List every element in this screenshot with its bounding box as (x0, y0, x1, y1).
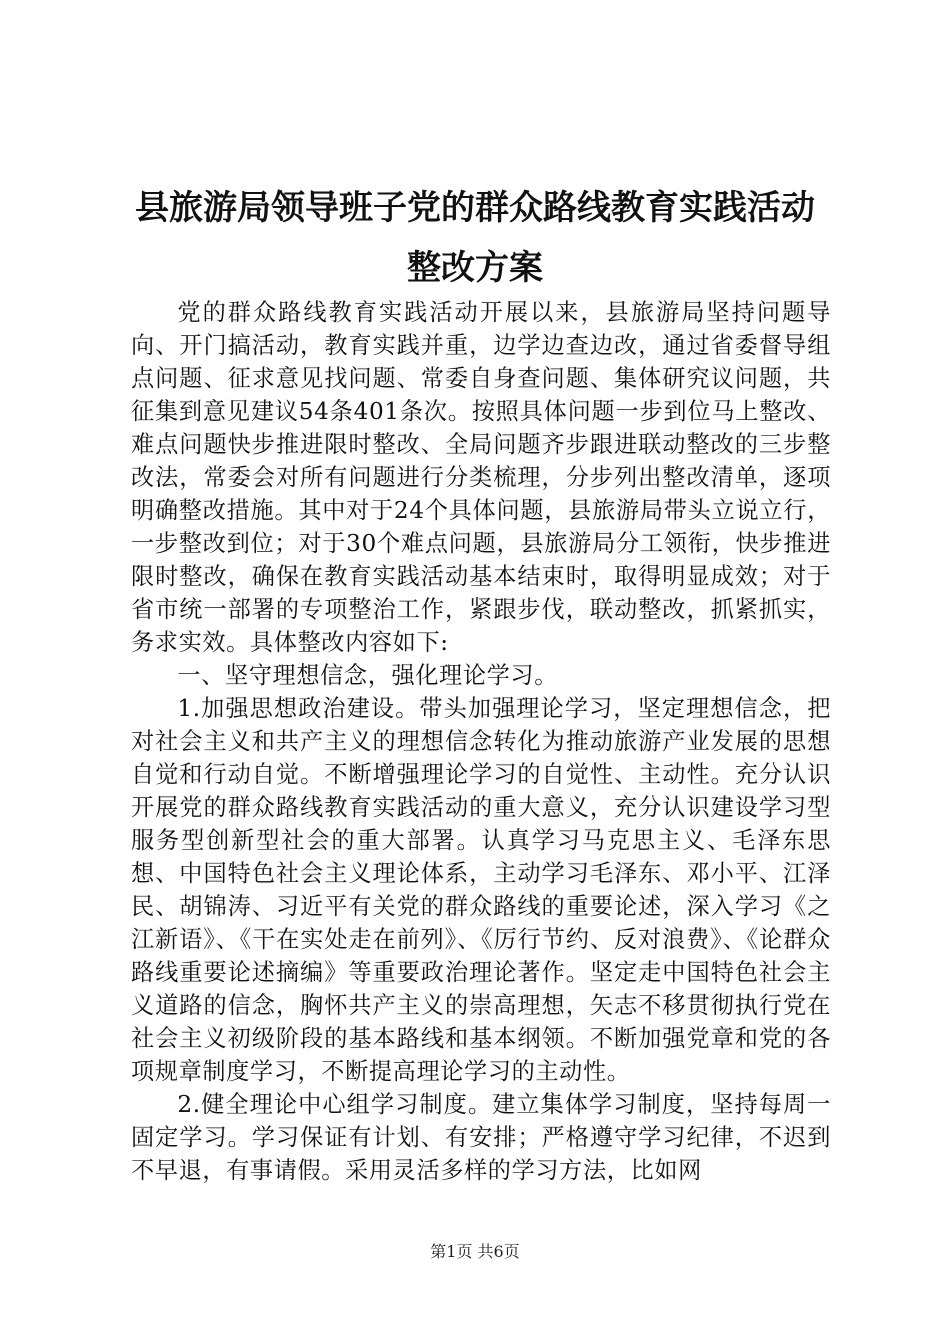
page-number-footer: 第1页 共6页 (430, 1242, 520, 1261)
paragraph-intro: 党的群众路线教育实践活动开展以来，县旅游局坚持问题导向、开门搞活动，教育实践并重，边学边查边改，通过省委督导组点问题、征求意见找问题、常委自身查问题、集体研究议问题，共征集到意见建议54条401条次。按照具体问题一步到位马上整改、难点问题快步推进限时整改、全局问题齐步跟进联动整改的三步整改法，常委会对所有问题进行分类梳理，分步列出整改清单，逐项明确整改措施。其中对于24个具体问题，县旅游局带头立说立行，一步整改到位；对于30个难点问题，县旅游局分工领衔，快步推进限时整改，确保在教育实践活动基本结束时，取得明显成效；对于省市统一部署的专项整治工作，紧跟步伐，联动整改，抓紧抓实，务求实效。具体整改内容如下: (131, 299, 831, 656)
document-title-line-2: 整改方案 (407, 248, 543, 288)
document-title-line-1: 县旅游局领导班子党的群众路线教育实践活动 (135, 188, 815, 228)
paragraph-item-2: 2.健全理论中心组学习制度。建立集体学习制度，坚持每周一固定学习。学习保证有计划、有安排；严格遵守学习纪律，不迟到不早退，有事请假。采用灵活多样的学习方法，比如网 (131, 1091, 831, 1184)
document-body (131, 296, 831, 1187)
section-heading-1: 一、坚守理想信念，强化理论学习。 (177, 662, 558, 689)
paragraph-item-1: 1.加强思想政治建设。带头加强理论学习，坚定理想信念，把对社会主义和共产主义的理想信念转化为推动旅游产业发展的思想自觉和行动自觉。不断增强理论学习的自觉性、主动性。充分认识开展党的群众路线教育实践活动的重大意义，充分认识建设学习型服务型创新型社会的重大部署。认真学习马克思主义、毛泽东思想、中国特色社会主义理论体系，主动学习毛泽东、邓小平、江泽民、胡锦涛、习近平有关党的群众路线的重要论述，深入学习《之江新语》、《干在实处走在前列》、《厉行节约、反对浪费》、《论群众路线重要论述摘编》等重要政治理论著作。坚定走中国特色社会主义道路的信念，胸怀共产主义的崇高理想，矢志不移贯彻执行党在社会主义初级阶段的基本路线和基本纲领。不断加强党章和党的各项规章制度学习，不断提高理论学习的主动性。 (131, 695, 831, 1085)
